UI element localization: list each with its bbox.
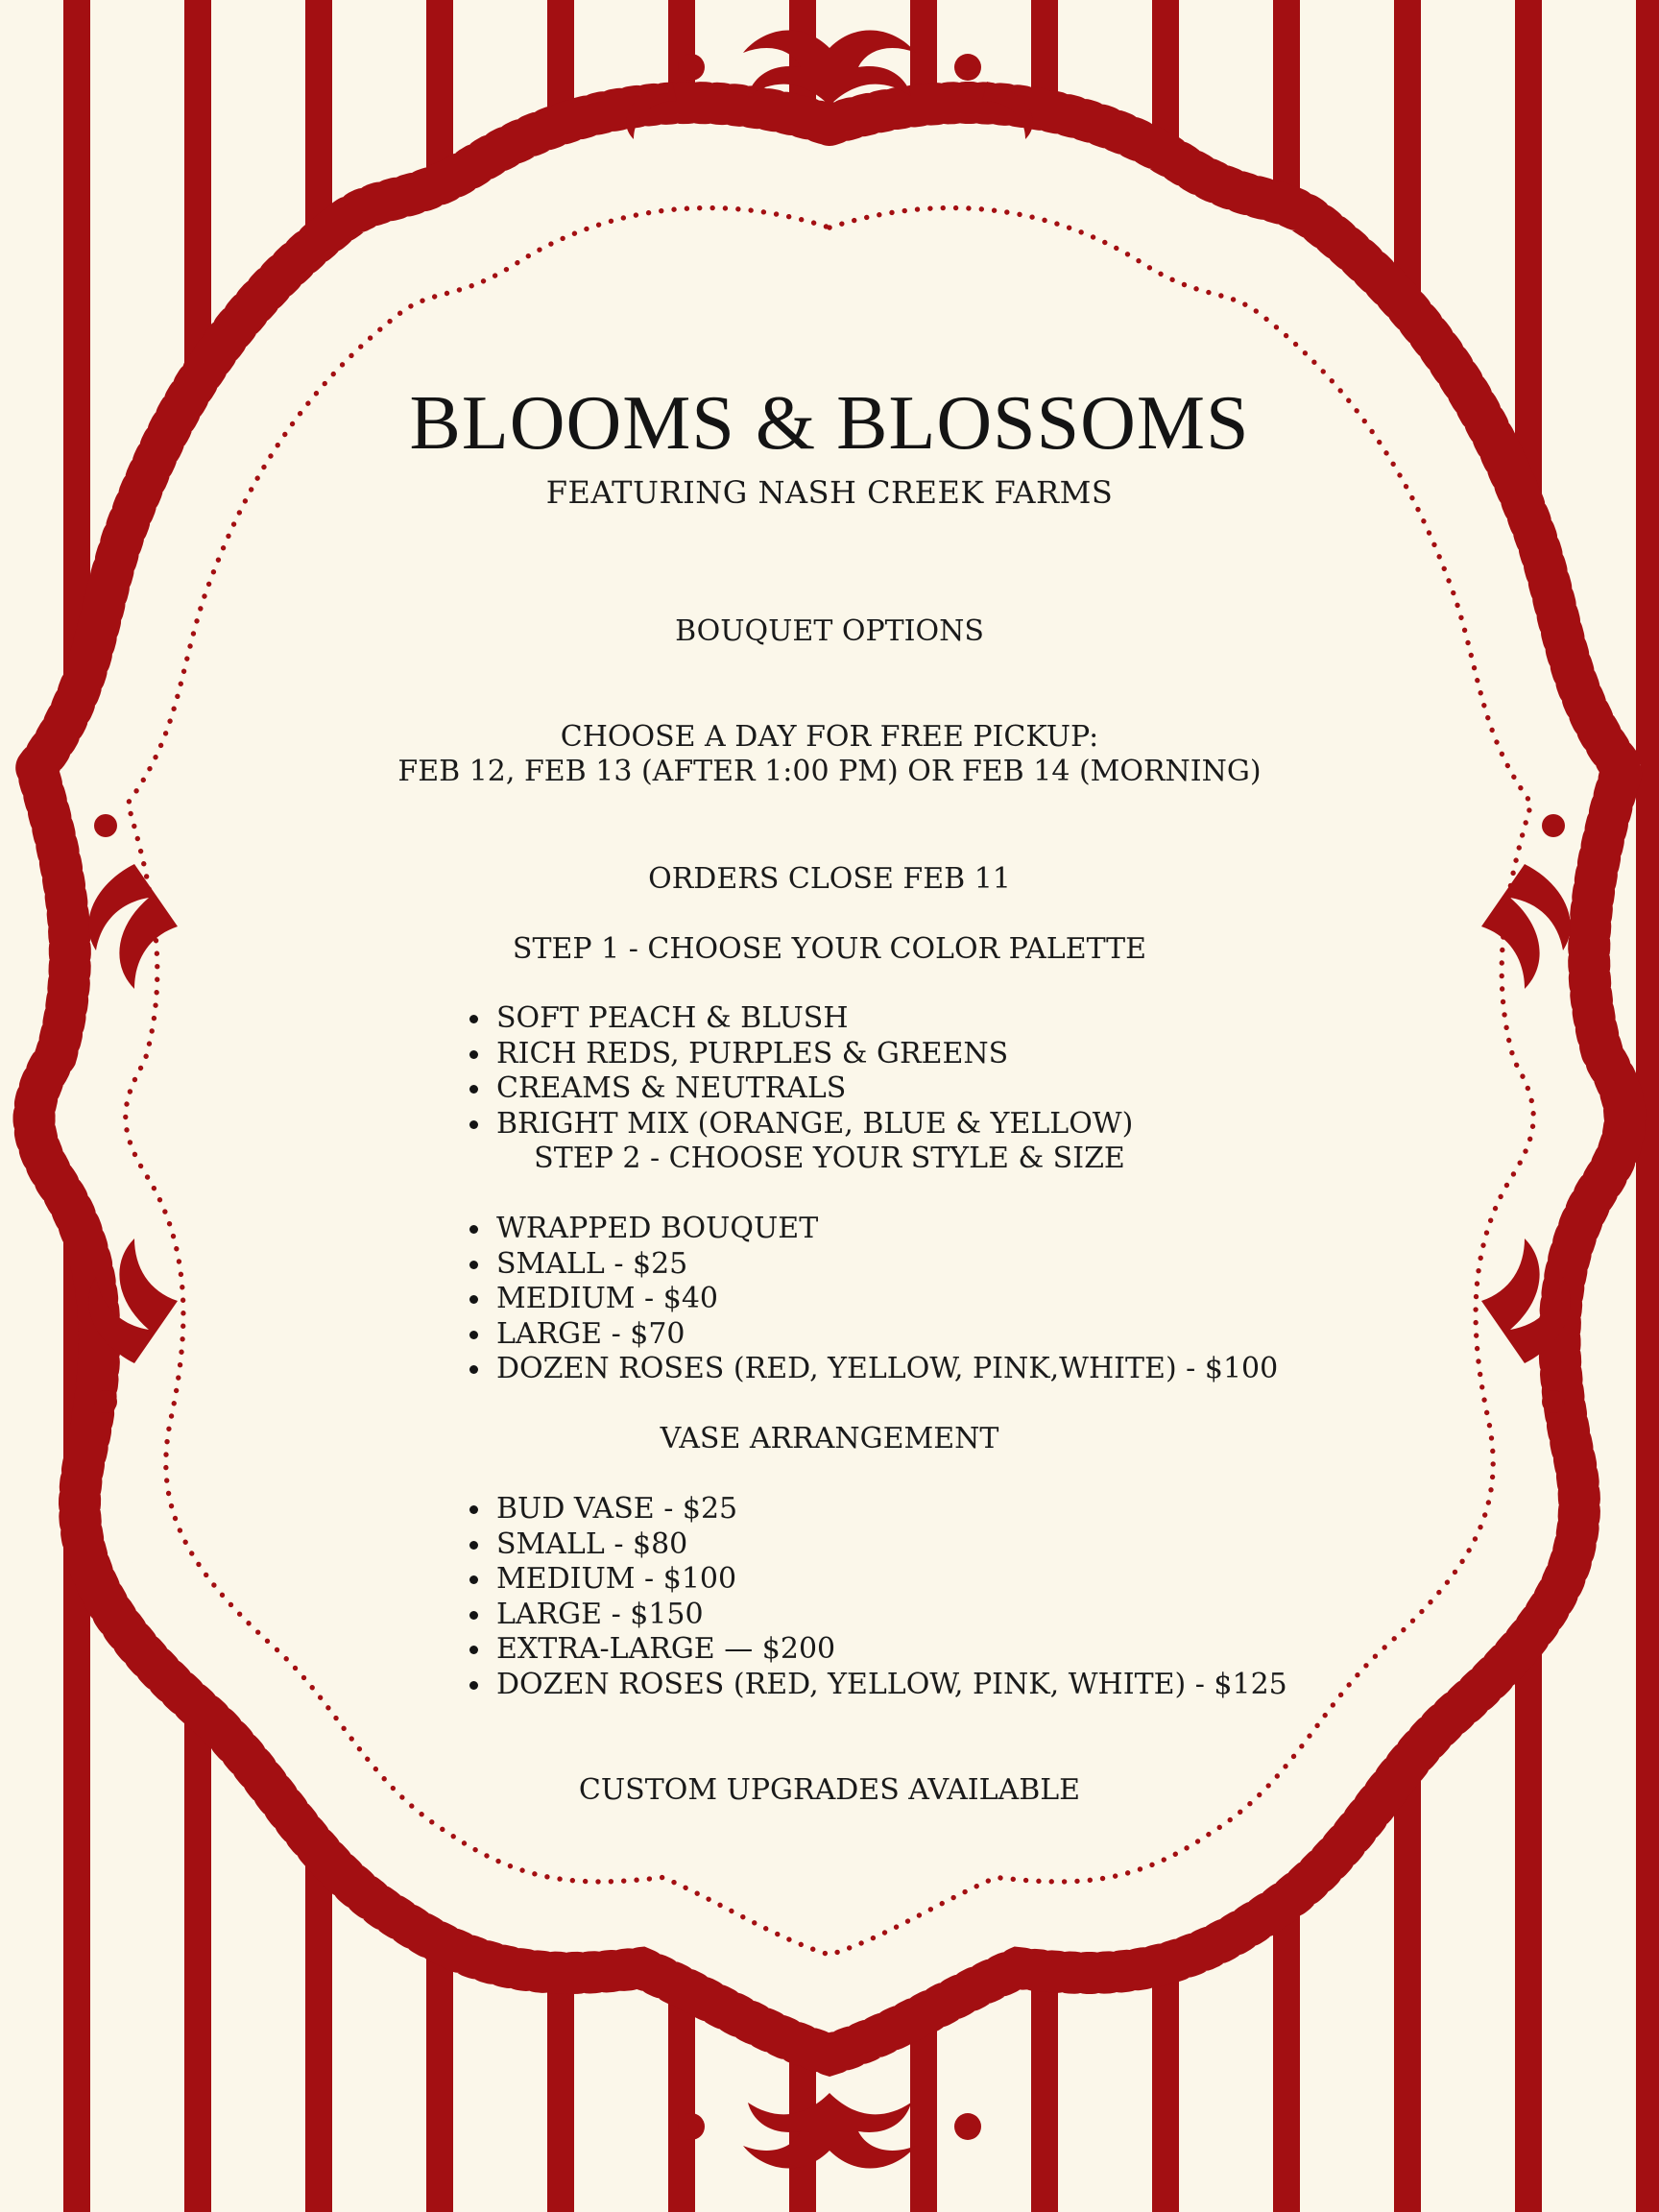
pickup-line-2: FEB 12, FEB 13 (AFTER 1:00 PM) OR FEB 14 (MORNING)	[397, 755, 1262, 788]
page-title: BLOOMS & BLOSSOMS	[409, 381, 1250, 466]
vase-arrangement-list	[468, 1492, 1287, 1702]
list-item: LARGE - $150	[468, 1598, 1287, 1633]
step2-heading: STEP 2 - CHOOSE YOUR STYLE & SIZE	[534, 1142, 1125, 1175]
orders-close-text: ORDERS CLOSE FEB 11	[648, 862, 1011, 896]
page-subtitle: FEATURING NASH CREEK FARMS	[545, 474, 1114, 511]
step1-heading: STEP 1 - CHOOSE YOUR COLOR PALETTE	[512, 932, 1147, 966]
bottom-flourish-icon	[678, 2093, 981, 2169]
bouquet-options-heading: BOUQUET OPTIONS	[675, 614, 984, 648]
vase-arrangement-heading: VASE ARRANGEMENT	[660, 1422, 999, 1455]
list-item: CREAMS & NEUTRALS	[468, 1071, 1133, 1107]
custom-upgrades-note: CUSTOM UPGRADES AVAILABLE	[578, 1773, 1081, 1807]
list-item: SMALL - $25	[468, 1247, 1278, 1283]
list-item: SOFT PEACH & BLUSH	[468, 1001, 1133, 1037]
list-item: MEDIUM - $100	[468, 1562, 1287, 1598]
list-item: BRIGHT MIX (ORANGE, BLUE & YELLOW)	[468, 1107, 1133, 1142]
list-item: LARGE - $70	[468, 1317, 1278, 1353]
list-item: RICH REDS, PURPLES & GREENS	[468, 1037, 1133, 1072]
pickup-line-1: CHOOSE A DAY FOR FREE PICKUP:	[560, 720, 1099, 754]
list-item: SMALL - $80	[468, 1527, 1287, 1563]
list-item: MEDIUM - $40	[468, 1282, 1278, 1317]
list-item: BUD VASE - $25	[468, 1492, 1287, 1527]
list-item: WRAPPED BOUQUET	[468, 1212, 1278, 1247]
style-size-list	[468, 1212, 1278, 1387]
list-item: DOZEN ROSES (RED, YELLOW, PINK,WHITE) - $100	[468, 1352, 1278, 1387]
list-item: DOZEN ROSES (RED, YELLOW, PINK, WHITE) - $125	[468, 1668, 1287, 1703]
list-item: EXTRA-LARGE — $200	[468, 1632, 1287, 1668]
color-palette-list	[468, 1001, 1133, 1142]
